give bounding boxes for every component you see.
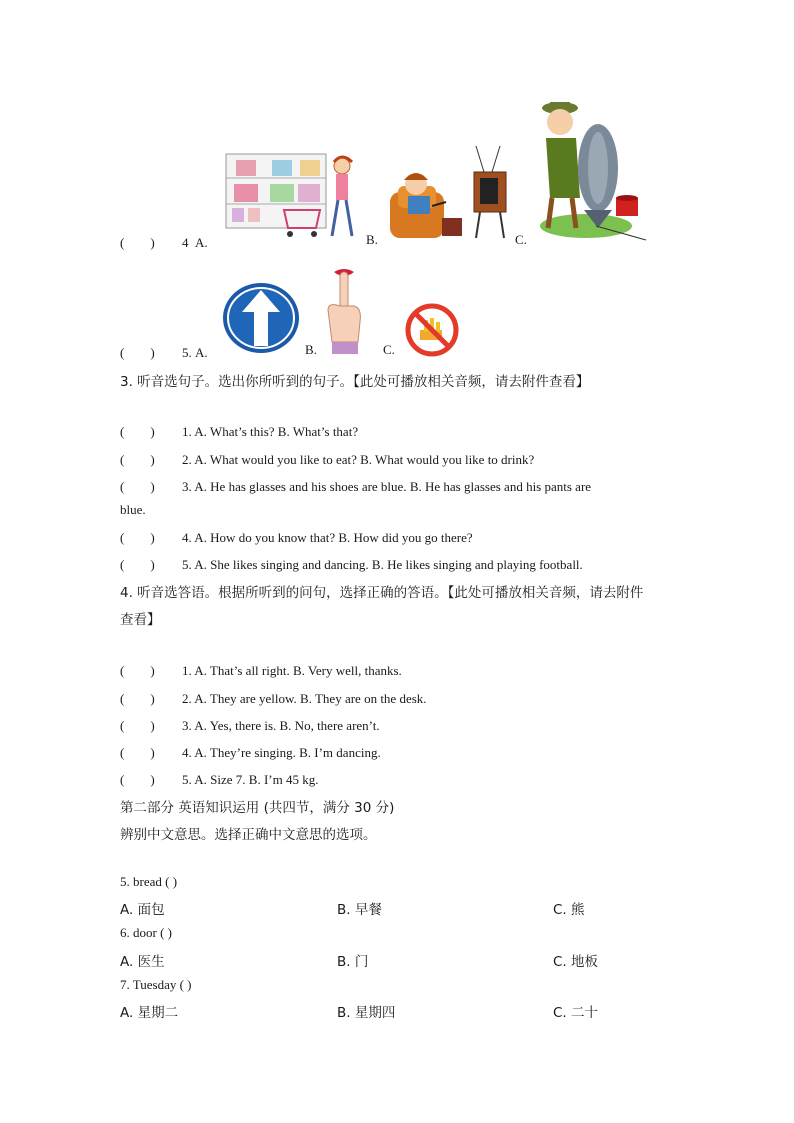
- answer-parentheses[interactable]: ( ): [120, 691, 155, 706]
- picture-question-4: [120, 232, 208, 251]
- answer-parentheses[interactable]: ( ): [120, 557, 155, 572]
- vocab-option-b[interactable]: B. 门: [337, 954, 369, 970]
- list-item: [120, 715, 380, 734]
- up-arrow-sign-icon: [222, 282, 302, 354]
- section-3-heading: 3. 听音选句子。选出你所听到的句子。【此处可播放相关音频，请去附件查看】: [120, 374, 590, 390]
- answer-parentheses[interactable]: ( ): [120, 452, 155, 467]
- list-item: [120, 554, 583, 573]
- fishing-man-picture: [536, 98, 648, 244]
- watching-tv-picture: [388, 142, 514, 242]
- answer-parentheses[interactable]: ( ): [120, 718, 155, 733]
- list-item: [120, 527, 473, 546]
- list-item: [120, 742, 381, 761]
- picture-question-5: [120, 342, 208, 361]
- answer-parentheses[interactable]: ( ): [120, 479, 155, 494]
- answer-parentheses[interactable]: ( ): [120, 663, 155, 678]
- item-text: blue.: [120, 502, 146, 517]
- list-item-continuation: [120, 502, 146, 518]
- section-4-heading: 4. 听音选答语。根据所听到的问句，选择正确的答语。【此处可播放相关音频，请去附件: [120, 585, 644, 601]
- item-text: 5. A. Size 7. B. I’m 45 kg.: [182, 772, 319, 787]
- list-item: [120, 688, 427, 707]
- item-text: 3. A. He has glasses and his shoes are blue. B. He has glasses and his pants are: [182, 479, 592, 494]
- answer-parentheses[interactable]: ( ): [120, 235, 155, 250]
- answer-parentheses[interactable]: ( ): [120, 424, 155, 439]
- vocab-question: 6. door ( ): [120, 925, 172, 940]
- vocab-question: 5. bread ( ): [120, 874, 178, 889]
- answer-parentheses[interactable]: ( ): [120, 745, 155, 760]
- list-item: [120, 476, 591, 495]
- part-2-title: 第二部分 英语知识运用 (共四节，满分 30 分): [120, 800, 395, 816]
- vocab-option-c[interactable]: C. 熊: [553, 902, 585, 918]
- item-text: 3. A. Yes, there is. B. No, there aren’t.: [182, 718, 380, 733]
- list-item: [120, 421, 358, 440]
- vocab-option-b[interactable]: B. 星期四: [337, 1005, 396, 1021]
- part-2-instruction: 辨别中文意思。选择正确中文意思的选项。: [120, 827, 377, 843]
- vocab-option-c[interactable]: C. 地板: [553, 954, 599, 970]
- vocab-option-c[interactable]: C. 二十: [553, 1005, 599, 1021]
- vocab-option-a[interactable]: A. 星期二: [120, 1005, 179, 1021]
- quiet-finger-icon: [324, 266, 364, 356]
- item-text: 2. A. What would you like to eat? B. What would you like to drink?: [182, 452, 535, 467]
- question-number: 5.: [182, 345, 192, 360]
- question-number: 4: [182, 235, 189, 250]
- option-label-a: A.: [195, 235, 208, 250]
- no-food-sign-icon: [404, 302, 460, 358]
- vocab-option-a[interactable]: A. 医生: [120, 954, 165, 970]
- vocab-option-a[interactable]: A. 面包: [120, 902, 165, 918]
- item-text: 4. A. How do you know that? B. How did you go there?: [182, 530, 473, 545]
- answer-parentheses[interactable]: ( ): [120, 772, 155, 787]
- item-text: 4. A. They’re singing. B. I’m dancing.: [182, 745, 381, 760]
- list-item: [120, 660, 402, 679]
- vocab-option-b[interactable]: B. 早餐: [337, 902, 382, 918]
- list-item: [120, 449, 534, 468]
- answer-parentheses[interactable]: ( ): [120, 345, 155, 360]
- item-text: 1. A. That’s all right. B. Very well, thanks.: [182, 663, 402, 678]
- option-label-a: A.: [195, 345, 208, 360]
- section-4-heading-cont: 查看】: [120, 612, 161, 628]
- item-text: 1. A. What’s this? B. What’s that?: [182, 424, 359, 439]
- option-label-c: C.: [383, 342, 395, 357]
- list-item: [120, 769, 319, 788]
- answer-parentheses[interactable]: ( ): [120, 530, 155, 545]
- option-label-c: C.: [515, 232, 527, 247]
- option-label-b: B.: [305, 342, 317, 357]
- item-text: 2. A. They are yellow. B. They are on the desk.: [182, 691, 427, 706]
- shopping-picture: [224, 152, 360, 242]
- item-text: 5. A. She likes singing and dancing. B. He likes singing and playing football.: [182, 557, 583, 572]
- vocab-question: 7. Tuesday ( ): [120, 977, 192, 992]
- option-label-b: B.: [366, 232, 378, 247]
